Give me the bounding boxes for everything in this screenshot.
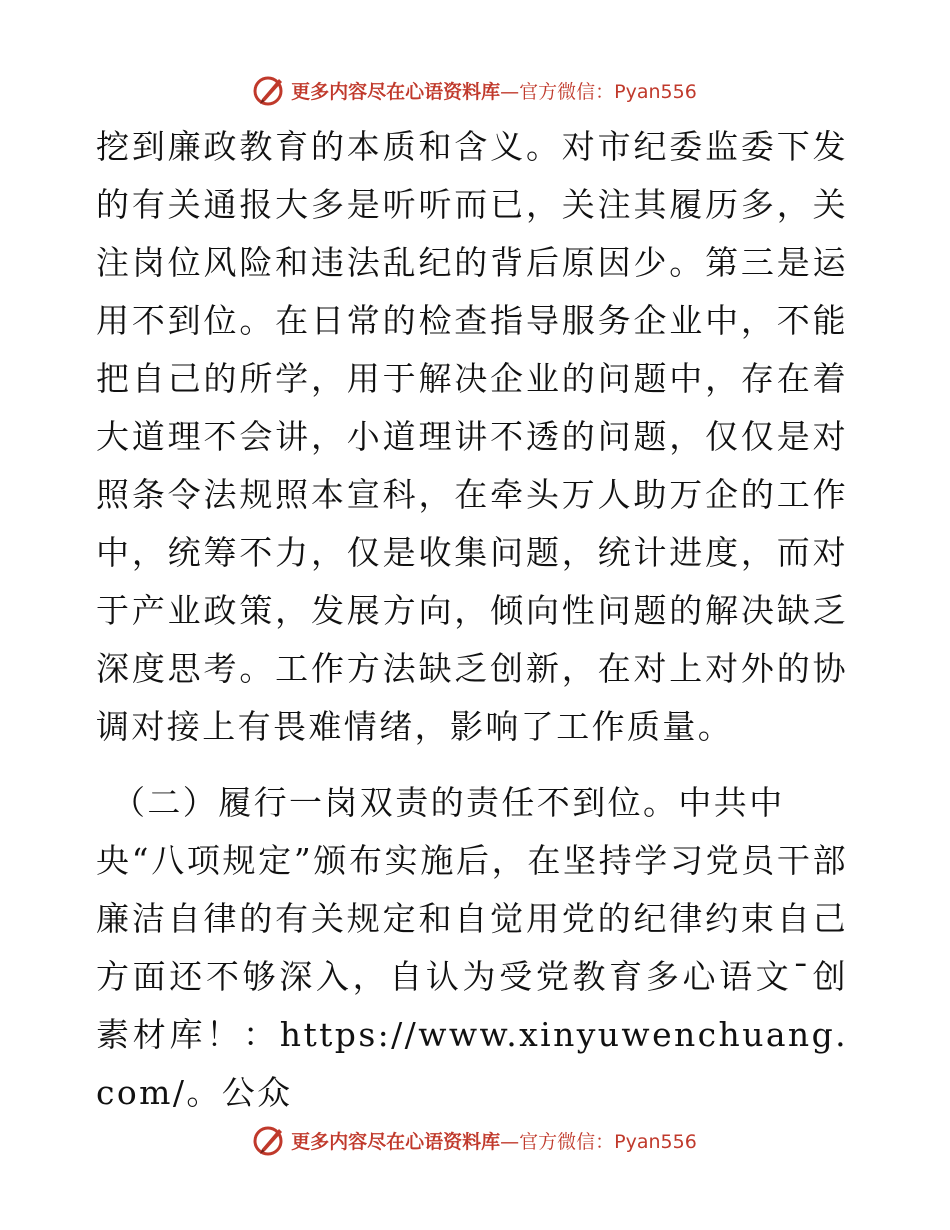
header-banner-main: 更多内容尽在心语资料库: [291, 80, 501, 103]
header-banner-contact: 官方微信：Pyan556: [519, 80, 697, 103]
footer-banner-contact: 官方微信：Pyan556: [519, 1130, 697, 1153]
footer-banner-text: [291, 1127, 697, 1154]
document-body: [96, 118, 848, 1122]
paragraph-1: 挖到廉政教育的本质和含义。对市纪委监委下发的有关通报大多是听听而已，关注其履历多，关注岗位风险和违法乱纪的背后原因少。第三是运用不到位。在日常的检查指导服务企业中，不能把自己的所学，用于解决企业的问题中，存在着大道理不会讲，小道理讲不透的问题，仅仅是对照条令法规照本宣科，在牵头万人助万企的工作中，统筹不力，仅是收集问题，统计进度，而对于产业政策，发展方向，倾向性问题的解决缺乏深度思考。工作方法缺乏创新，在对上对外的协调对接上有畏难情绪，影响了工作质量。: [96, 127, 848, 746]
header-banner: [0, 70, 950, 110]
quill-pen-circle-icon: [253, 73, 287, 107]
quill-pen-circle-icon: [253, 1123, 287, 1157]
paragraph-2: [96, 774, 848, 1122]
footer-banner-main: 更多内容尽在心语资料库: [291, 1130, 501, 1153]
paragraph-2-heading: （二）履行一岗双责的责任不到位。中共中: [112, 783, 785, 822]
header-banner-sep: —: [500, 80, 520, 103]
footer-banner: [0, 1120, 950, 1160]
header-banner-text: [291, 77, 697, 104]
footer-banner-sep: —: [500, 1130, 520, 1153]
paragraph-2-body: 央“八项规定”颁布实施后，在坚持学习党员干部廉洁自律的有关规定和自觉用党的纪律约束自己方面还不够深入，自认为受党教育多心语文¯创素材库！：https://www.xinyuwenchuang.com/。公众: [96, 841, 848, 1112]
